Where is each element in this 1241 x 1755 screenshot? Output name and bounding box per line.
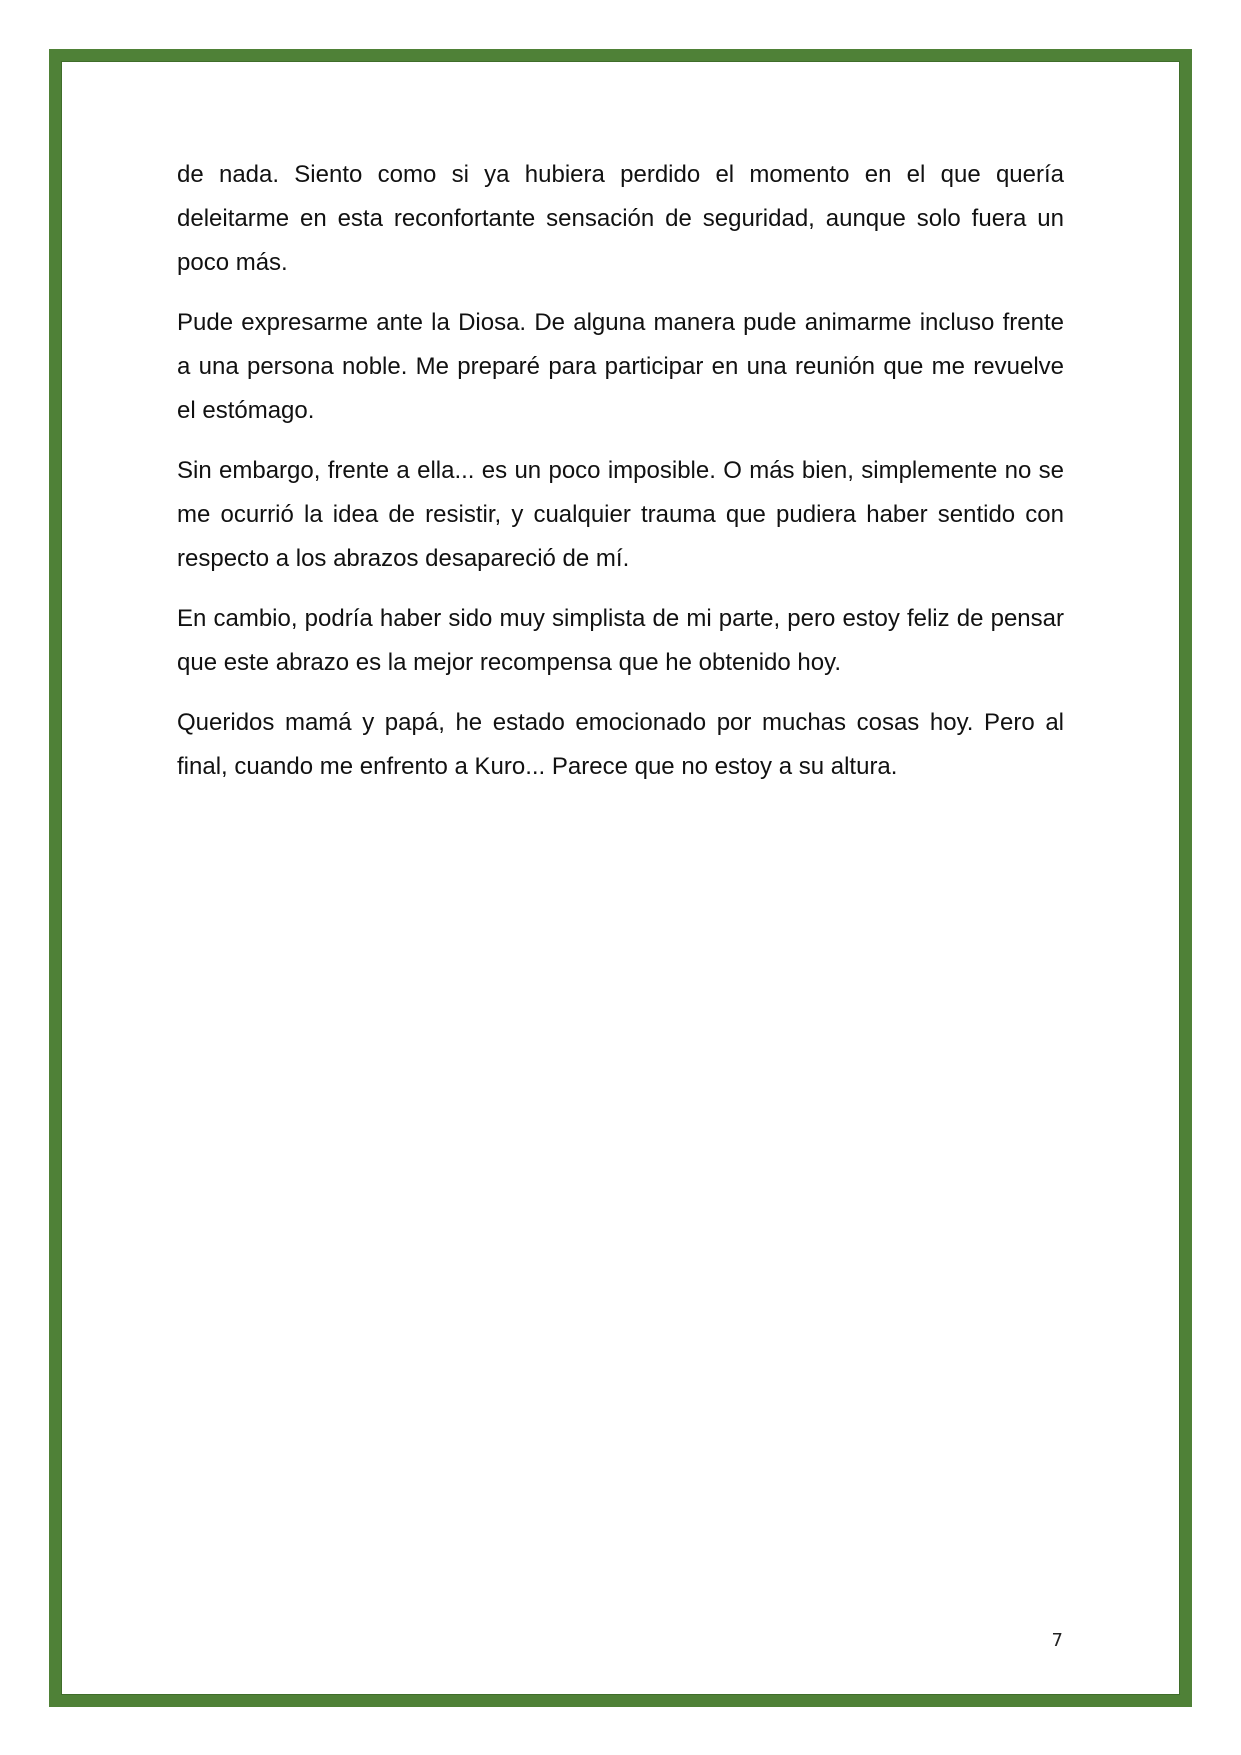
paragraph-5: Queridos mamá y papá, he estado emocionado por muchas cosas hoy. Pero al final, cuando me enfrento a Kuro... Parece que no estoy a su altura. <box>177 709 1064 780</box>
paragraph-2: Pude expresarme ante la Diosa. De alguna manera pude animarme incluso frente a una persona noble. Me preparé para participar en una reunión que me revuelve el estómago. <box>177 309 1064 424</box>
paragraph-3: Sin embargo, frente a ella... es un poco imposible. O más bien, simplemente no se me ocurrió la idea de resistir, y cualquier trauma que pudiera haber sentido con respecto a los abrazos desapareció de mí. <box>177 457 1064 572</box>
paragraph-1: de nada. Siento como si ya hubiera perdido el momento en el que quería deleitarme en esta reconfortante sensación de seguridad, aunque solo fuera un poco más. <box>177 161 1064 276</box>
paragraph-4: En cambio, podría haber sido muy simplista de mi parte, pero estoy feliz de pensar que este abrazo es la mejor recompensa que he obtenido hoy. <box>177 605 1064 676</box>
page-number: 7 <box>1051 1630 1063 1651</box>
document-body <box>177 153 1064 805</box>
